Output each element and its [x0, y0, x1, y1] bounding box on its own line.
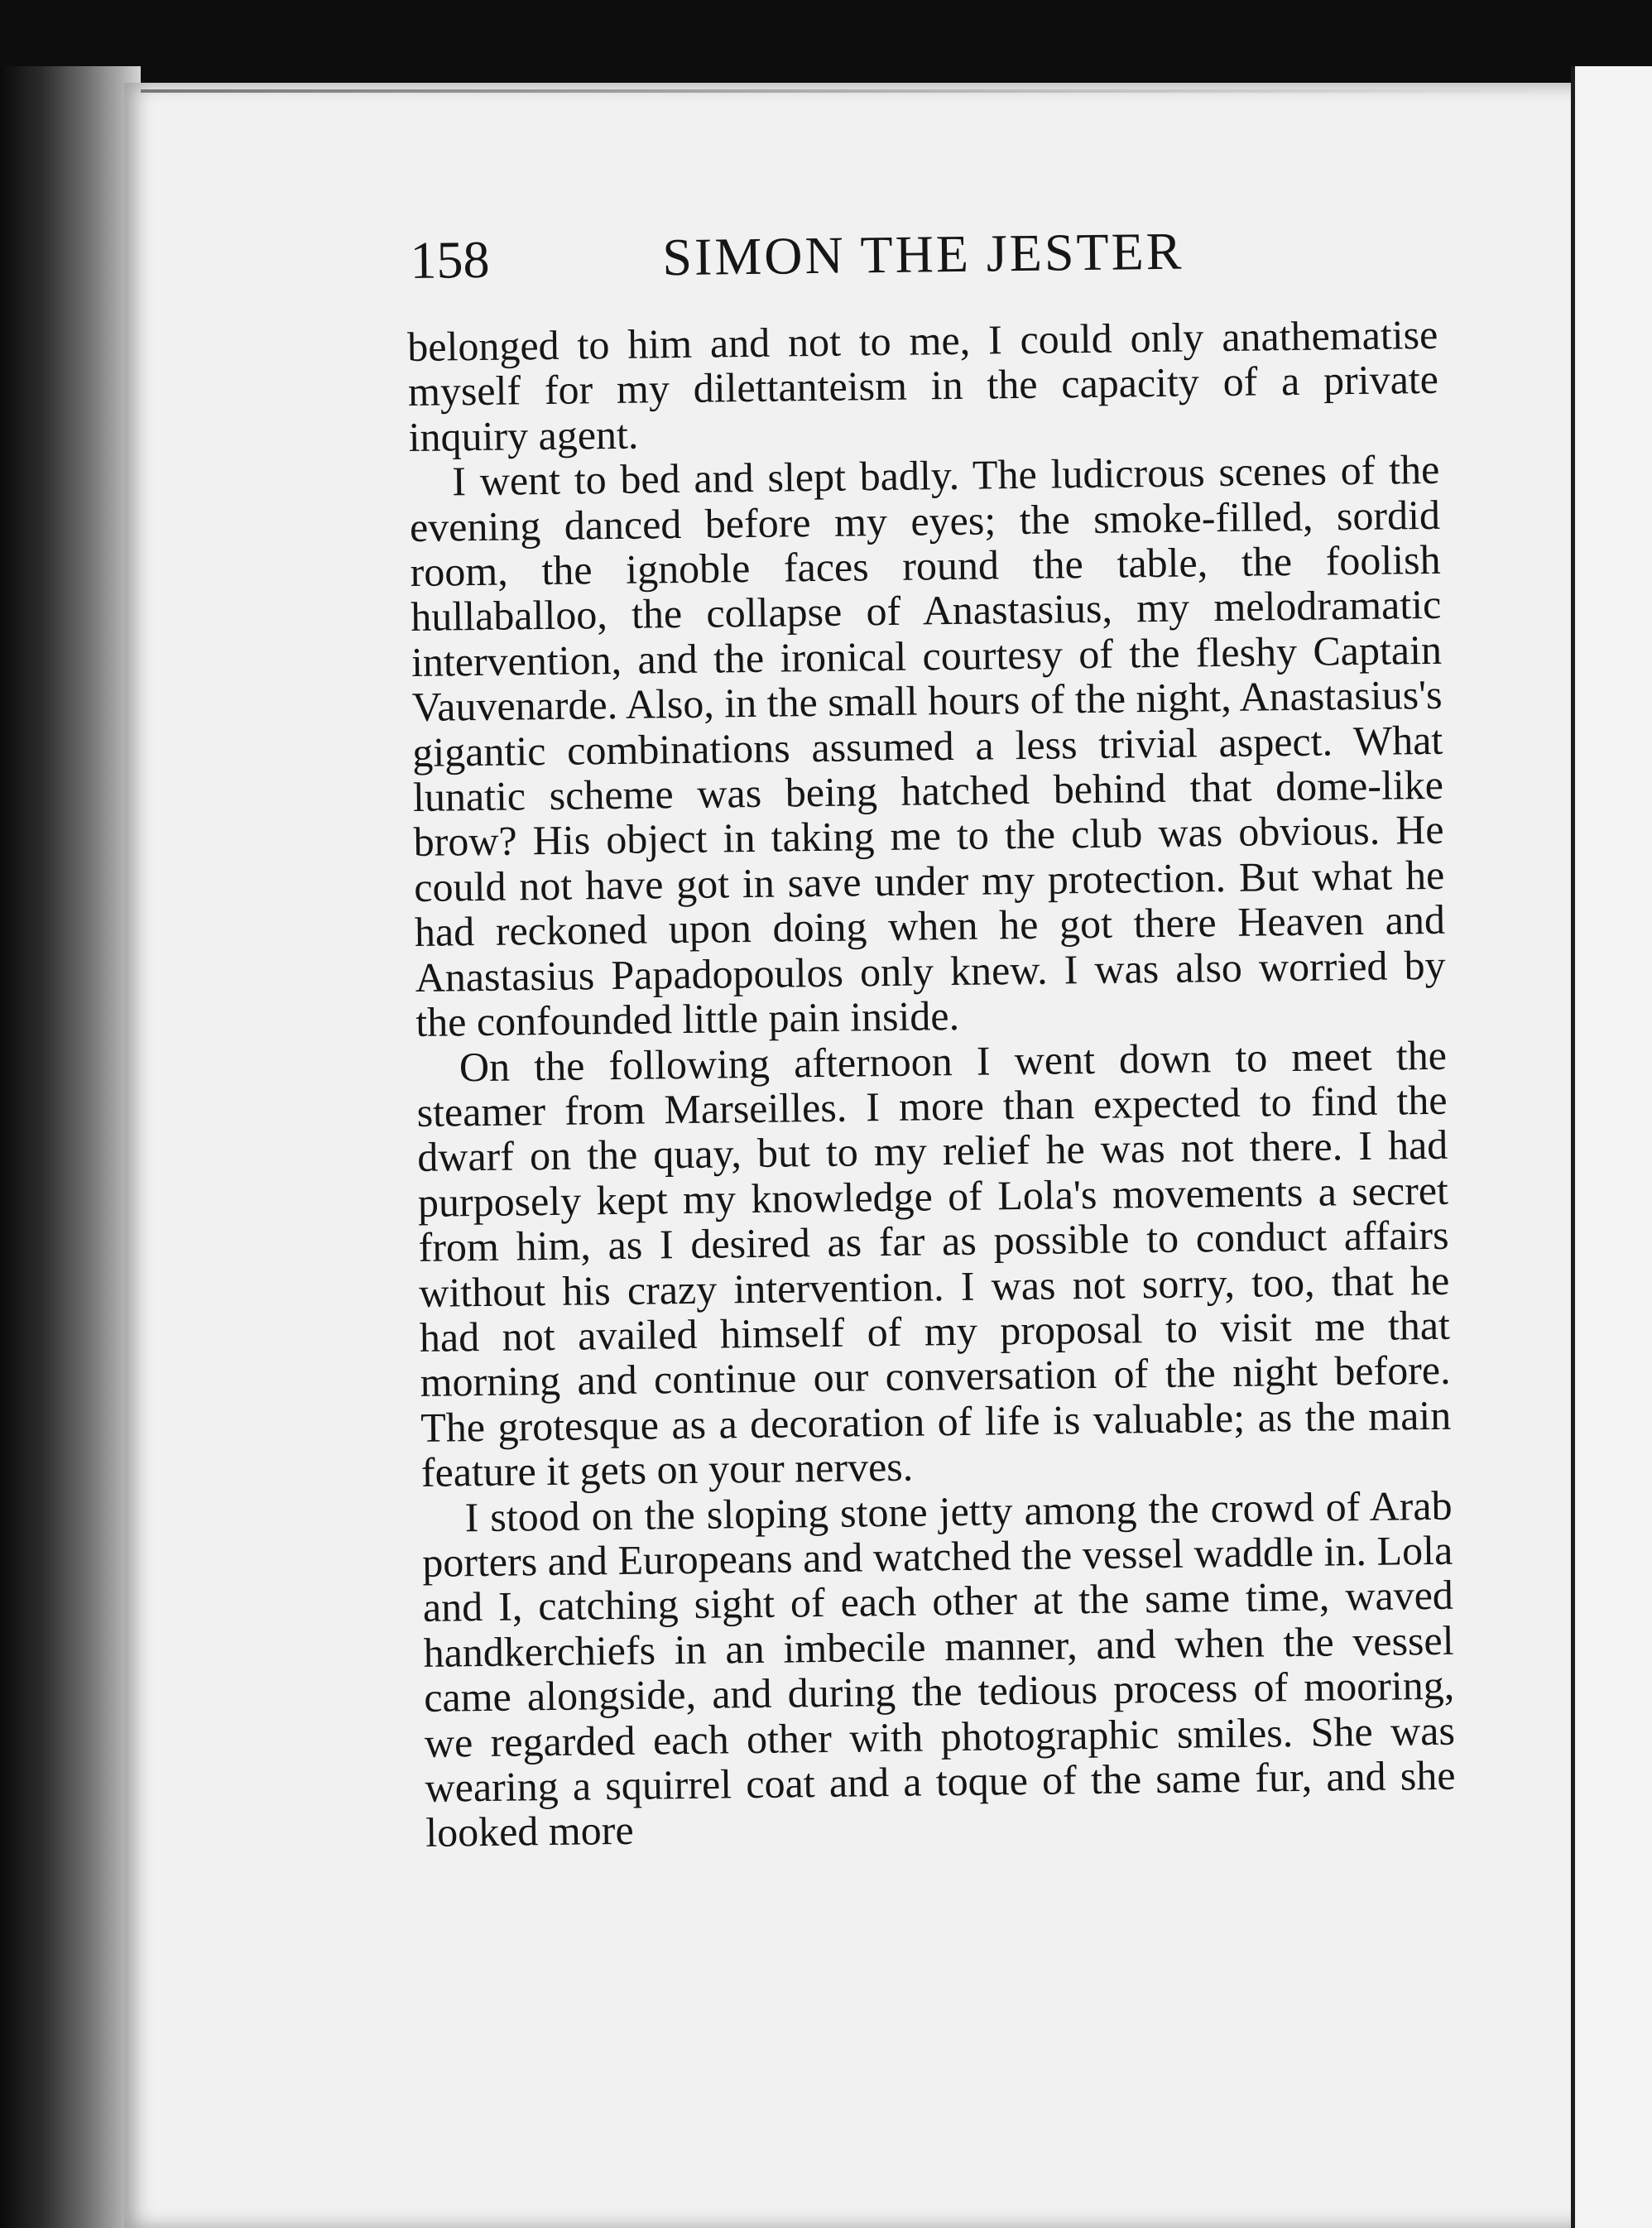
paragraph: I stood on the sloping stone jetty among the crowd of Arab porters and Europeans and watched the vessel waddle in. Lola and I, catching sight of each other at the same time, waved handkerchiefs in an imbecile manner, and when the vessel came alongside, and during the tedious process of mooring, we regarded each other with photographic smiles. She was wearing a squirrel coat and a toque of the same fur, and she looked more — [421, 1481, 1456, 1856]
page-number: 158 — [410, 229, 490, 290]
facing-page-edge — [1571, 66, 1652, 2228]
book-binding-edge — [0, 66, 141, 2228]
paragraph: I went to bed and slept badly. The ludicrous scenes of the evening danced before my eyes; the smoke-filled, sordid room, the ignoble faces round the table, the foolish hullaballoo, the collapse of Anastasius, my melodramatic intervention, and the ironical courtesy of the fleshy Captain Vauvenarde. Also, in the small hours of the night, Anastasius's gigantic combinations assumed a less trivial aspect. What lunatic scheme was being hatched behind that dome-like brow? His object in taking me to the club was obvious. He could not have got in save under my protection. But what he had reckoned upon doing when he got there Heaven and Anastasius Papadopoulos only knew. I was also worried by the confounded little pain inside. — [409, 445, 1446, 1046]
page-top-edge — [141, 89, 1564, 93]
paragraph-continued: belonged to him and not to me, I could only anathematise myself for my dilettanteism in the capacity of a private inquiry agent. — [406, 310, 1439, 460]
body-text — [407, 312, 1457, 1856]
paragraph: On the following afternoon I went down to meet the steamer from Marseilles. I more than expected to find the dwarf on the quay, but to my relief he was not there. I had purposely kept my knowledge of Lola's movements a secret from him, as I desired as far as possible to conduct affairs without his crazy intervention. I was not sorry, too, that he had not availed himself of my proposal to visit me that morning and continue our conversation of the night before. The grotesque as a decoration of life is valuable; as the main feature it gets on your nerves. — [416, 1031, 1452, 1496]
running-title: SIMON THE JESTER — [661, 221, 1184, 287]
